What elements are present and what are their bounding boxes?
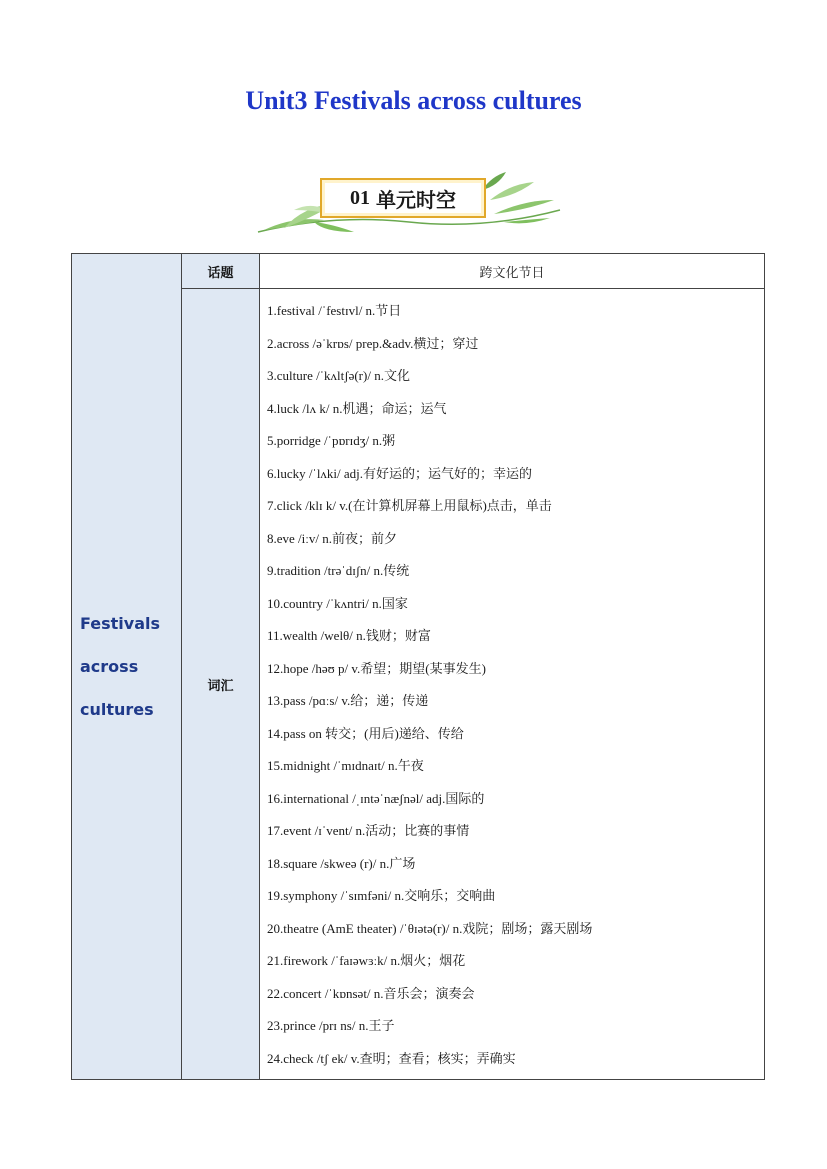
vocab-item: 12.hope /həʊ p/ v.希望；期望(某事发生) — [267, 660, 486, 676]
topic-row — [72, 254, 765, 289]
side-title-line: across — [80, 657, 139, 676]
vocab-item: 14.pass on 转交；(用后)递给、传给 — [267, 725, 464, 741]
vocab-item: 3.culture /ˈkʌltʃə(r)/ n.文化 — [267, 368, 410, 383]
section-heading-box — [320, 178, 486, 218]
vocab-table — [71, 253, 765, 1080]
side-title-line: Festivals — [80, 614, 161, 633]
vocab-item: 6.lucky /ˈlʌki/ adj.有好运的；运气好的；幸运的 — [267, 465, 533, 481]
vocab-item: 18.square /skweə (r)/ n.广场 — [267, 855, 416, 871]
section-number: 01 — [350, 186, 370, 209]
page-title: Unit3 Festivals across cultures — [245, 86, 582, 115]
vocab-item: 5.porridge /ˈpɒrɪdʒ/ n.粥 — [267, 433, 396, 448]
vocab-list — [260, 289, 764, 1079]
vocab-item: 8.eve /iːv/ n.前夜；前夕 — [267, 530, 397, 546]
vocab-item: 21.firework /ˈfaɪəwɜːk/ n.烟火；烟花 — [267, 953, 466, 968]
vocab-item: 23.prince /prɪ ns/ n.王子 — [267, 1018, 395, 1033]
vocab-item: 1.festival /ˈfestɪvl/ n.节日 — [267, 303, 402, 318]
vocab-item: 9.tradition /trəˈdɪʃn/ n.传统 — [267, 563, 410, 578]
vocab-item: 16.international /ˌɪntəˈnæʃnəl/ adj.国际的 — [267, 790, 485, 806]
vocab-item: 20.theatre (AmE theater) /ˈθɪətə(r)/ n.戏院；剧场；露天剧场 — [267, 920, 593, 936]
vocab-item: 19.symphony /ˈsɪmfəni/ n.交响乐；交响曲 — [267, 888, 496, 903]
vocab-item: 7.click /klɪ k/ v.(在计算机屏幕上用鼠标)点击，单击 — [267, 498, 552, 513]
section-title: 单元时空 — [376, 187, 456, 212]
vocab-item: 15.midnight /ˈmɪdnaɪt/ n.午夜 — [267, 758, 424, 773]
unit-side-cell — [72, 254, 182, 1080]
vocab-item: 22.concert /ˈkɒnsət/ n.音乐会；演奏会 — [267, 985, 475, 1001]
topic-label: 话题 — [182, 254, 260, 289]
side-title-line: cultures — [80, 700, 154, 719]
vocab-cell — [260, 289, 765, 1080]
vocab-item: 11.wealth /welθ/ n.钱财；财富 — [267, 628, 431, 643]
vocab-item: 13.pass /pɑːs/ v.给；递；传递 — [267, 693, 429, 708]
section-banner — [254, 170, 564, 242]
vocab-item: 10.country /ˈkʌntri/ n.国家 — [267, 595, 408, 611]
vocab-item: 2.across /əˈkrɒs/ prep.&adv.横过；穿过 — [267, 335, 479, 351]
vocab-item: 17.event /ɪˈvent/ n.活动；比赛的事情 — [267, 823, 470, 838]
vocab-item: 24.check /tʃ ek/ v.查明；查看；核实；弄确实 — [267, 1050, 516, 1066]
vocab-item: 4.luck /lʌ k/ n.机遇；命运；运气 — [267, 400, 447, 416]
topic-value: 跨文化节日 — [260, 254, 765, 289]
vocab-label: 词汇 — [182, 289, 260, 1080]
